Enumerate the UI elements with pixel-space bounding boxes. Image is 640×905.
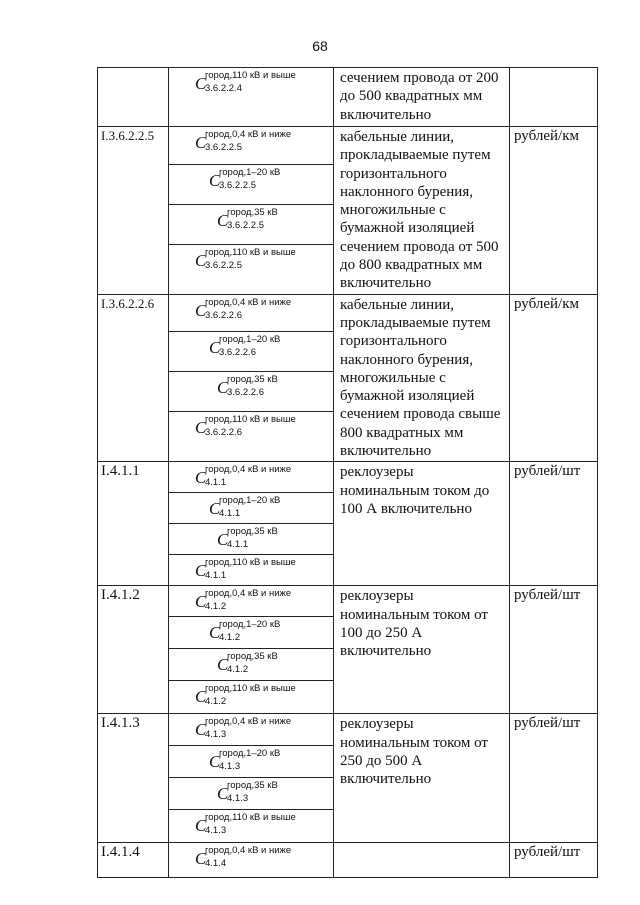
- row-code: I.4.1.2: [98, 586, 169, 714]
- symbol-superscript: город,110 кВ и выше: [205, 247, 296, 258]
- symbol-letter: C: [209, 337, 221, 357]
- symbol-superscript: город,1–20 кВ: [219, 167, 281, 178]
- price-symbol: [169, 68, 333, 126]
- symbol-subscript: 4.1.3: [219, 761, 241, 773]
- symbol-subscript: 3.6.2.2.5: [205, 260, 242, 271]
- symbol-cell: [169, 714, 334, 843]
- table-row: [98, 462, 598, 586]
- symbol-letter: C: [195, 561, 207, 581]
- symbol-subscript: 4.1.2: [205, 696, 227, 708]
- symbol-subscript: 4.1.4: [205, 858, 227, 870]
- symbol-letter: C: [195, 849, 207, 869]
- symbol-subscript: 3.6.2.2.4: [205, 83, 242, 94]
- symbol-subscript: 3.6.2.2.6: [205, 426, 242, 438]
- symbol-subscript: 4.1.1: [205, 477, 227, 489]
- symbol-superscript: город,35 кВ: [227, 780, 278, 792]
- symbol-subscript: 4.1.1: [219, 508, 241, 520]
- symbol-subscript: 4.1.2: [219, 632, 241, 644]
- symbol-cell: [169, 127, 334, 295]
- row-unit: рублей/км: [510, 127, 598, 295]
- symbol-letter: C: [209, 623, 221, 643]
- row-code: [98, 68, 169, 127]
- symbol-cell: [169, 294, 334, 462]
- symbol-superscript: город,1–20 кВ: [219, 619, 281, 631]
- symbol-superscript: город,35 кВ: [227, 373, 278, 385]
- table-row: [98, 714, 598, 843]
- symbol-superscript: город,35 кВ: [227, 651, 278, 663]
- row-code: I.4.1.4: [98, 843, 169, 878]
- symbol-letter: C: [195, 687, 207, 707]
- symbol-subscript: 3.6.2.2.6: [219, 346, 256, 358]
- symbol-letter: C: [217, 377, 229, 397]
- price-symbol: [169, 524, 333, 555]
- symbol-superscript: город,35 кВ: [227, 526, 278, 538]
- symbol-letter: C: [217, 530, 229, 550]
- symbol-subscript: 4.1.3: [205, 825, 227, 837]
- price-symbol: [169, 332, 333, 372]
- row-unit: рублей/шт: [510, 462, 598, 586]
- symbol-subscript: 3.6.2.2.5: [219, 180, 256, 191]
- table-row: [98, 127, 598, 295]
- row-code: I.4.1.3: [98, 714, 169, 843]
- row-code: I.3.6.2.2.6: [98, 294, 169, 462]
- symbol-subscript: 3.6.2.2.6: [205, 309, 242, 321]
- price-symbol: [169, 681, 333, 713]
- row-description: [334, 843, 510, 878]
- symbol-cell: [169, 843, 334, 878]
- page-number: 68: [312, 38, 328, 54]
- row-unit: рублей/шт: [510, 843, 598, 878]
- symbol-superscript: город,110 кВ и выше: [205, 683, 296, 695]
- symbol-superscript: город,1–20 кВ: [219, 333, 281, 345]
- symbol-superscript: город,0,4 кВ и ниже: [205, 464, 292, 476]
- row-unit: [510, 68, 598, 127]
- symbol-superscript: город,0,4 кВ и ниже: [205, 845, 292, 857]
- price-symbol: [169, 372, 333, 412]
- symbol-letter: C: [195, 133, 207, 152]
- tariff-table: [97, 67, 598, 878]
- symbol-cell: [169, 68, 334, 127]
- price-symbol: [169, 843, 333, 877]
- symbol-subscript: 4.1.1: [227, 539, 249, 551]
- symbol-cell: [169, 586, 334, 714]
- row-unit: рублей/км: [510, 294, 598, 462]
- symbol-superscript: город,35 кВ: [227, 207, 278, 218]
- symbol-letter: C: [195, 74, 207, 93]
- table-row: [98, 843, 598, 878]
- symbol-subscript: 4.1.2: [227, 664, 249, 676]
- row-code: I.3.6.2.2.5: [98, 127, 169, 295]
- symbol-letter: C: [209, 171, 221, 190]
- price-symbol: [169, 493, 333, 524]
- price-symbol: [169, 412, 333, 450]
- price-symbol: [169, 205, 333, 245]
- symbol-letter: C: [217, 211, 229, 230]
- symbol-subscript: 4.1.3: [227, 793, 249, 805]
- symbol-superscript: город,110 кВ и выше: [205, 557, 296, 569]
- symbol-subscript: 3.6.2.2.5: [205, 142, 242, 153]
- price-symbol: [169, 245, 333, 281]
- price-symbol: [169, 714, 333, 746]
- table-row: [98, 586, 598, 714]
- price-symbol: [169, 649, 333, 681]
- symbol-subscript: 4.1.3: [205, 729, 227, 741]
- symbol-superscript: город,1–20 кВ: [219, 748, 281, 760]
- symbol-superscript: город,0,4 кВ и ниже: [205, 296, 292, 308]
- symbol-letter: C: [195, 300, 207, 320]
- price-symbol: [169, 295, 333, 332]
- symbol-subscript: 4.1.1: [205, 570, 227, 582]
- price-symbol: [169, 746, 333, 778]
- row-description: кабельные линии, прокладываемые путем горизонтального наклонного бурения, многожильные с бумажной изоляцией сечением провода свыше 800 квадратных мм включительно: [334, 294, 510, 462]
- table-row: [98, 68, 598, 127]
- price-symbol: [169, 462, 333, 493]
- price-symbol: [169, 617, 333, 649]
- row-unit: рублей/шт: [510, 586, 598, 714]
- symbol-letter: C: [195, 251, 207, 270]
- row-code: I.4.1.1: [98, 462, 169, 586]
- price-symbol: [169, 127, 333, 165]
- row-unit: рублей/шт: [510, 714, 598, 843]
- price-symbol: [169, 555, 333, 585]
- symbol-letter: C: [217, 784, 229, 804]
- row-description: реклоузеры номинальным током до 100 А включительно: [334, 462, 510, 586]
- symbol-letter: C: [209, 499, 221, 519]
- symbol-superscript: город,110 кВ и выше: [205, 413, 296, 425]
- row-description: сечением провода от 200 до 500 квадратных мм включительно: [334, 68, 510, 127]
- symbol-letter: C: [209, 752, 221, 772]
- symbol-letter: C: [195, 417, 207, 437]
- price-symbol: [169, 586, 333, 617]
- price-symbol: [169, 778, 333, 810]
- symbol-letter: C: [195, 592, 207, 612]
- symbol-superscript: город,0,4 кВ и ниже: [205, 588, 292, 600]
- table-row: [98, 294, 598, 462]
- row-description: реклоузеры номинальным током от 100 до 250 А включительно: [334, 586, 510, 714]
- price-symbol: [169, 810, 333, 842]
- symbol-superscript: город,110 кВ и выше: [205, 812, 296, 824]
- symbol-letter: C: [195, 816, 207, 836]
- symbol-subscript: 3.6.2.2.5: [227, 220, 264, 231]
- symbol-subscript: 3.6.2.2.6: [227, 386, 264, 398]
- symbol-subscript: 4.1.2: [205, 601, 227, 613]
- symbol-letter: C: [217, 655, 229, 675]
- price-symbol: [169, 165, 333, 205]
- symbol-letter: C: [195, 720, 207, 740]
- symbol-cell: [169, 462, 334, 586]
- symbol-superscript: город,110 кВ и выше: [205, 70, 296, 81]
- symbol-superscript: город,0,4 кВ и ниже: [205, 716, 292, 728]
- symbol-superscript: город,1–20 кВ: [219, 495, 281, 507]
- symbol-superscript: город,0,4 кВ и ниже: [205, 129, 292, 140]
- row-description: реклоузеры номинальным током от 250 до 500 А включительно: [334, 714, 510, 843]
- symbol-letter: C: [195, 468, 207, 488]
- row-description: кабельные линии, прокладываемые путем горизонтального наклонного бурения, многожильные с бумажной изоляцией сечением провода от 500 до 800 квадратных мм включительно: [334, 127, 510, 295]
